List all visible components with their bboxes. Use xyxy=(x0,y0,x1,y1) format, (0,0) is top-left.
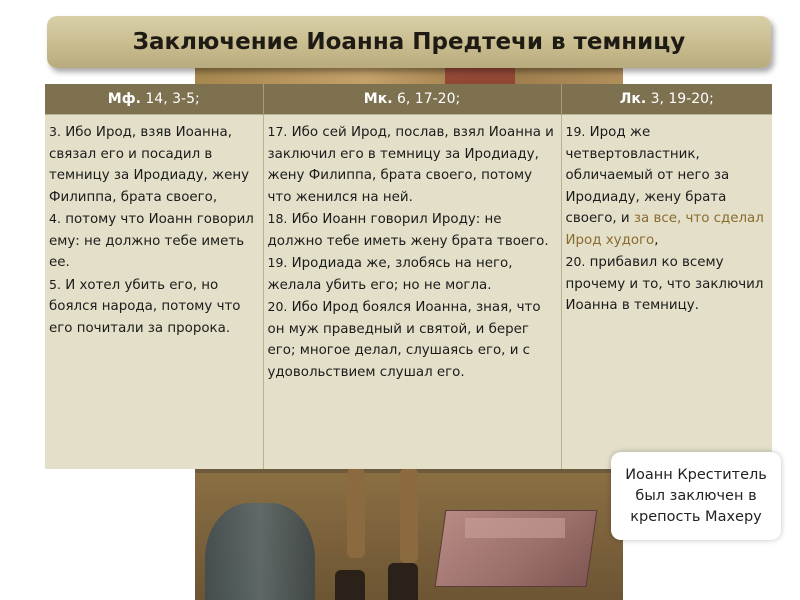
verse-number: 18. xyxy=(267,211,288,226)
verse-number: 4. xyxy=(49,211,61,226)
verse xyxy=(566,251,770,317)
verse-highlight: за все, что сделал Ирод худого xyxy=(565,211,764,248)
verse xyxy=(268,252,558,296)
painting-robed-figure xyxy=(205,503,315,600)
verse-text: Ибо Иоанн говорил Ироду: не должно тебе иметь жену брата твоего. xyxy=(267,212,549,249)
verse-number: 17. xyxy=(267,124,288,139)
verse-number: 5. xyxy=(49,276,61,292)
header-ref: 14, 3-5; xyxy=(145,91,200,107)
painting-leg xyxy=(347,468,365,558)
gospel-comparison-table xyxy=(45,84,772,469)
verse xyxy=(49,274,260,340)
header-book: Мф. xyxy=(107,91,141,107)
verse xyxy=(268,296,558,383)
cell-luke xyxy=(561,115,772,470)
caption-box xyxy=(611,452,781,540)
painting-boot xyxy=(388,563,418,600)
verse-text: Иродиада же, злобясь на него, желала убить его; но не могла. xyxy=(267,256,513,293)
verse-text: Ибо сей Ирод, послав, взял Иоанна и заключил его в темницу за Иродиаду, жену Филиппа, брата своего, потому что женился на ней. xyxy=(267,125,554,205)
verse-text: Ибо Ирод, взяв Иоанна, связал его и посадил в темницу за Иродиаду, жену Филиппа, брата своего, xyxy=(49,125,250,205)
caption-text: Иоанн Креститель был заключен в крепость Махеру xyxy=(625,466,767,525)
verse-number: 3. xyxy=(49,124,61,139)
cell-mark xyxy=(263,115,561,470)
header-book: Лк. xyxy=(619,91,647,107)
verse-text: потому что Иоанн говорил ему: не должно тебе иметь ее. xyxy=(49,212,254,270)
verse-text: прибавил ко всему прочему и то, что заключил Иоанна в темницу. xyxy=(565,255,764,313)
header-book: Мк. xyxy=(363,91,393,107)
verse-text: Ибо Ирод боялся Иоанна, зная, что он муж праведный и святой, и берег его; многое делал, слушаясь его, и с удовольствием слушал его. xyxy=(267,300,541,380)
verse-number: 20. xyxy=(267,299,288,314)
painting-tomb-lid xyxy=(465,518,565,538)
cell-matthew xyxy=(45,115,263,470)
page-title: Заключение Иоанна Предтечи в темницу xyxy=(132,29,686,55)
header-luke xyxy=(561,84,772,115)
verse xyxy=(49,208,260,274)
verse xyxy=(268,208,558,252)
verse xyxy=(566,121,770,251)
verse-number: 19. xyxy=(267,255,288,270)
table-row xyxy=(45,115,772,470)
verse-number: 19. xyxy=(565,124,586,139)
verse-number: 20. xyxy=(565,254,586,269)
painting-boot xyxy=(335,570,365,600)
verse-text: И хотел убить его, но боялся народа, потому что его почитали за пророка. xyxy=(49,277,241,336)
title-banner xyxy=(47,16,771,68)
header-mark xyxy=(263,84,561,115)
verse xyxy=(49,121,260,208)
header-matthew xyxy=(45,84,263,115)
verse-text: Ирод же четвертовластник, обличаемый от него за Иродиаду, жену брата своего, и xyxy=(565,125,730,226)
header-ref: 3, 19-20; xyxy=(650,91,714,107)
table-header-row xyxy=(45,84,772,115)
painting-leg xyxy=(400,468,418,563)
header-ref: 6, 17-20; xyxy=(397,91,461,107)
verse xyxy=(268,121,558,208)
verse-text-end: , xyxy=(654,232,659,248)
